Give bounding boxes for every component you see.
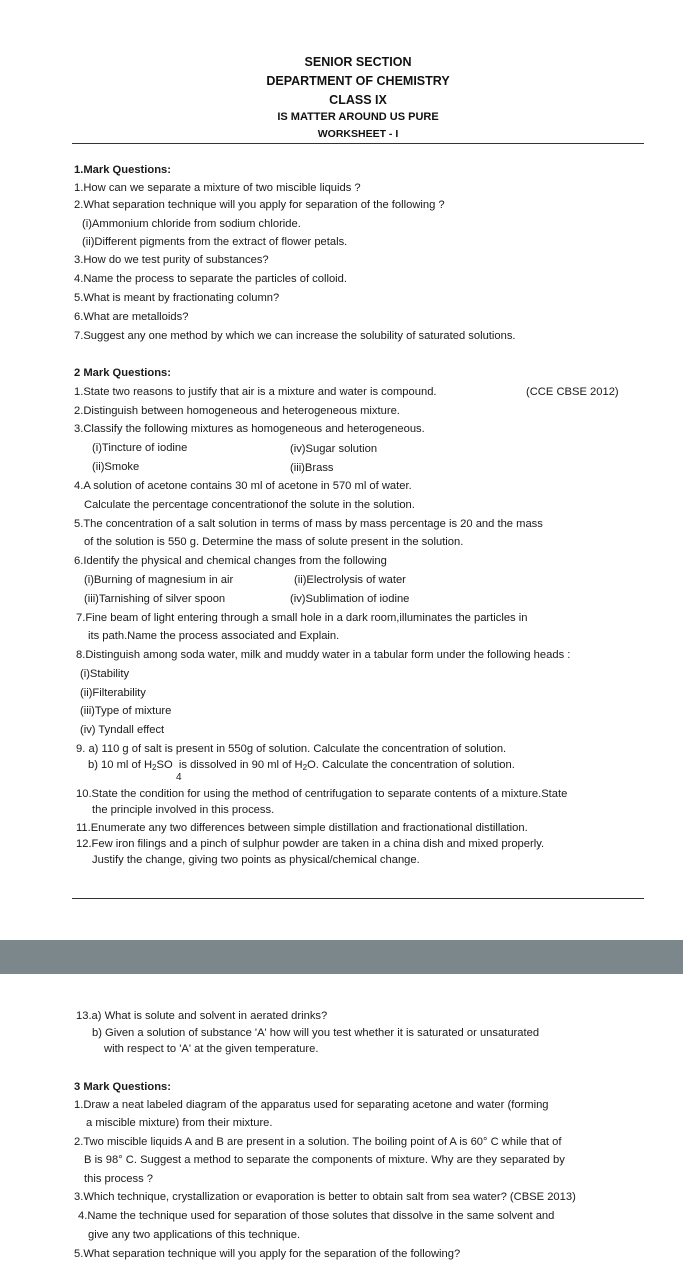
one-mark-line: (i)Ammonium chloride from sodium chloride. [82,218,301,230]
question-text [88,758,515,772]
question-text: 9. a) 110 g of salt is present in 550g of solution. Calculate the concentration of solution. [76,743,507,755]
q9b-part: SO [156,759,173,771]
question-text: 12.Few iron filings and a pinch of sulphur powder are taken in a china dish and mixed properly. [76,838,545,850]
option-text: (ii)Smoke [92,461,140,473]
question-text: 2.Two miscible liquids A and B are present in a solution. The boiling point of A is 60° C while that of [74,1136,562,1148]
one-mark-line: 7.Suggest any one method by which we can increase the solubility of saturated solutions. [74,330,516,342]
one-mark-line: 2.What separation technique will you apply for separation of the following ? [74,199,445,211]
question-text: 5.What separation technique will you apply for the separation of the following? [74,1248,461,1260]
subscript: 2 [302,763,308,772]
q9b-part: is dissolved in 90 ml of H [178,759,303,771]
question-text: 4.A solution of acetone contains 30 ml of acetone in 570 ml of water. [74,480,412,492]
header-class: CLASS IX [329,93,387,107]
one-mark-line: 5.What is meant by fractionating column? [74,292,280,304]
exam-reference: (CCE CBSE 2012) [526,386,619,398]
question-text: 6.Identify the physical and chemical changes from the following [74,555,387,567]
question-text: 7.Fine beam of light entering through a small hole in a dark room,illuminates the particles in [76,612,528,624]
question-text: B is 98° C. Suggest a method to separate the components of mixture. Why are they separated by [84,1154,565,1166]
question-text: 4.Name the technique used for separation of those solutes that dissolve in the same solvent and [78,1210,555,1222]
option-text: (i)Burning of magnesium in air [84,574,234,586]
option-text: (iii)Tarnishing of silver spoon [84,593,226,605]
three-mark-heading: 3 Mark Questions: [74,1081,171,1093]
one-mark-line: 1.How can we separate a mixture of two miscible liquids ? [74,182,361,194]
question-text: 8.Distinguish among soda water, milk and muddy water in a tabular form under the following heads : [76,649,571,661]
option-text: (ii)Electrolysis of water [294,574,406,586]
question-text: Calculate the percentage concentrationof the solute in the solution. [84,499,415,511]
option-text: (iv)Sublimation of iodine [290,593,410,605]
option-text: (iv)Sugar solution [290,443,378,455]
two-mark-heading: 2 Mark Questions: [74,367,171,379]
one-mark-line: (ii)Different pigments from the extract of flower petals. [82,236,348,248]
question-text: a miscible mixture) from their mixture. [86,1117,273,1129]
question-text: the principle involved in this process. [92,804,275,816]
one-mark-line: 6.What are metalloids? [74,311,189,323]
option-text: (iii)Brass [290,462,334,474]
header-chapter: IS MATTER AROUND US PURE [277,111,439,123]
question-text: 13.a) What is solute and solvent in aerated drinks? [76,1010,328,1022]
question-text: of the solution is 550 g. Determine the mass of solute present in the solution. [84,536,464,548]
one-mark-line: 4.Name the process to separate the particles of colloid. [74,273,347,285]
subscript: 2 [152,763,157,772]
option-text: (ii)Filterability [80,687,146,699]
header-rule [72,143,644,144]
option-text: (iv) Tyndall effect [80,724,165,736]
question-text: 2.Distinguish between homogeneous and heterogeneous mixture. [74,405,400,417]
header-worksheet: WORKSHEET - I [317,128,399,140]
q9b-part: b) 10 ml of H [88,759,153,771]
question-text: its path.Name the process associated and Explain. [88,630,340,642]
question-text: 1.Draw a neat labeled diagram of the apparatus used for separating acetone and water (forming [74,1099,549,1111]
page-separator [0,940,683,974]
q9b-part: O. Calculate the concentration of solution. [307,759,515,771]
question-text: 11.Enumerate any two differences between simple distillation and fractionational distillation. [76,822,528,834]
question-text: with respect to 'A' at the given temperature. [104,1043,319,1055]
option-text: (iii)Type of mixture [80,705,172,717]
footer-rule [72,898,644,899]
option-text: (i)Stability [80,668,130,680]
question-text: 3.Classify the following mixtures as homogeneous and heterogeneous. [74,423,425,435]
one-mark-heading: 1.Mark Questions: [74,164,171,176]
option-text: (i)Tincture of iodine [92,442,188,454]
worksheet-page-2 [0,974,683,1280]
question-text: 10.State the condition for using the method of centrifugation to separate contents of a mixture.State [76,788,568,800]
question-text: 1.State two reasons to justify that air is a mixture and water is compound. [74,386,437,398]
header-section: SENIOR SECTION [304,55,412,69]
question-text: 3.Which technique, crystallization or evaporation is better to obtain salt from sea water? (CBSE 2013) [74,1191,576,1203]
question-text: Justify the change, giving two points as physical/chemical change. [92,854,420,866]
question-text: this process ? [84,1173,154,1185]
one-mark-line: 3.How do we test purity of substances? [74,254,269,266]
question-text: 5.The concentration of a salt solution in terms of mass by mass percentage is 20 and the mass [74,518,543,530]
stray-subscript: 4 [176,772,182,783]
question-text: give any two applications of this technique. [88,1229,301,1241]
question-text: b) Given a solution of substance 'A' how will you test whether it is saturated or unsaturated [92,1027,540,1039]
header-department: DEPARTMENT OF CHEMISTRY [266,74,450,88]
